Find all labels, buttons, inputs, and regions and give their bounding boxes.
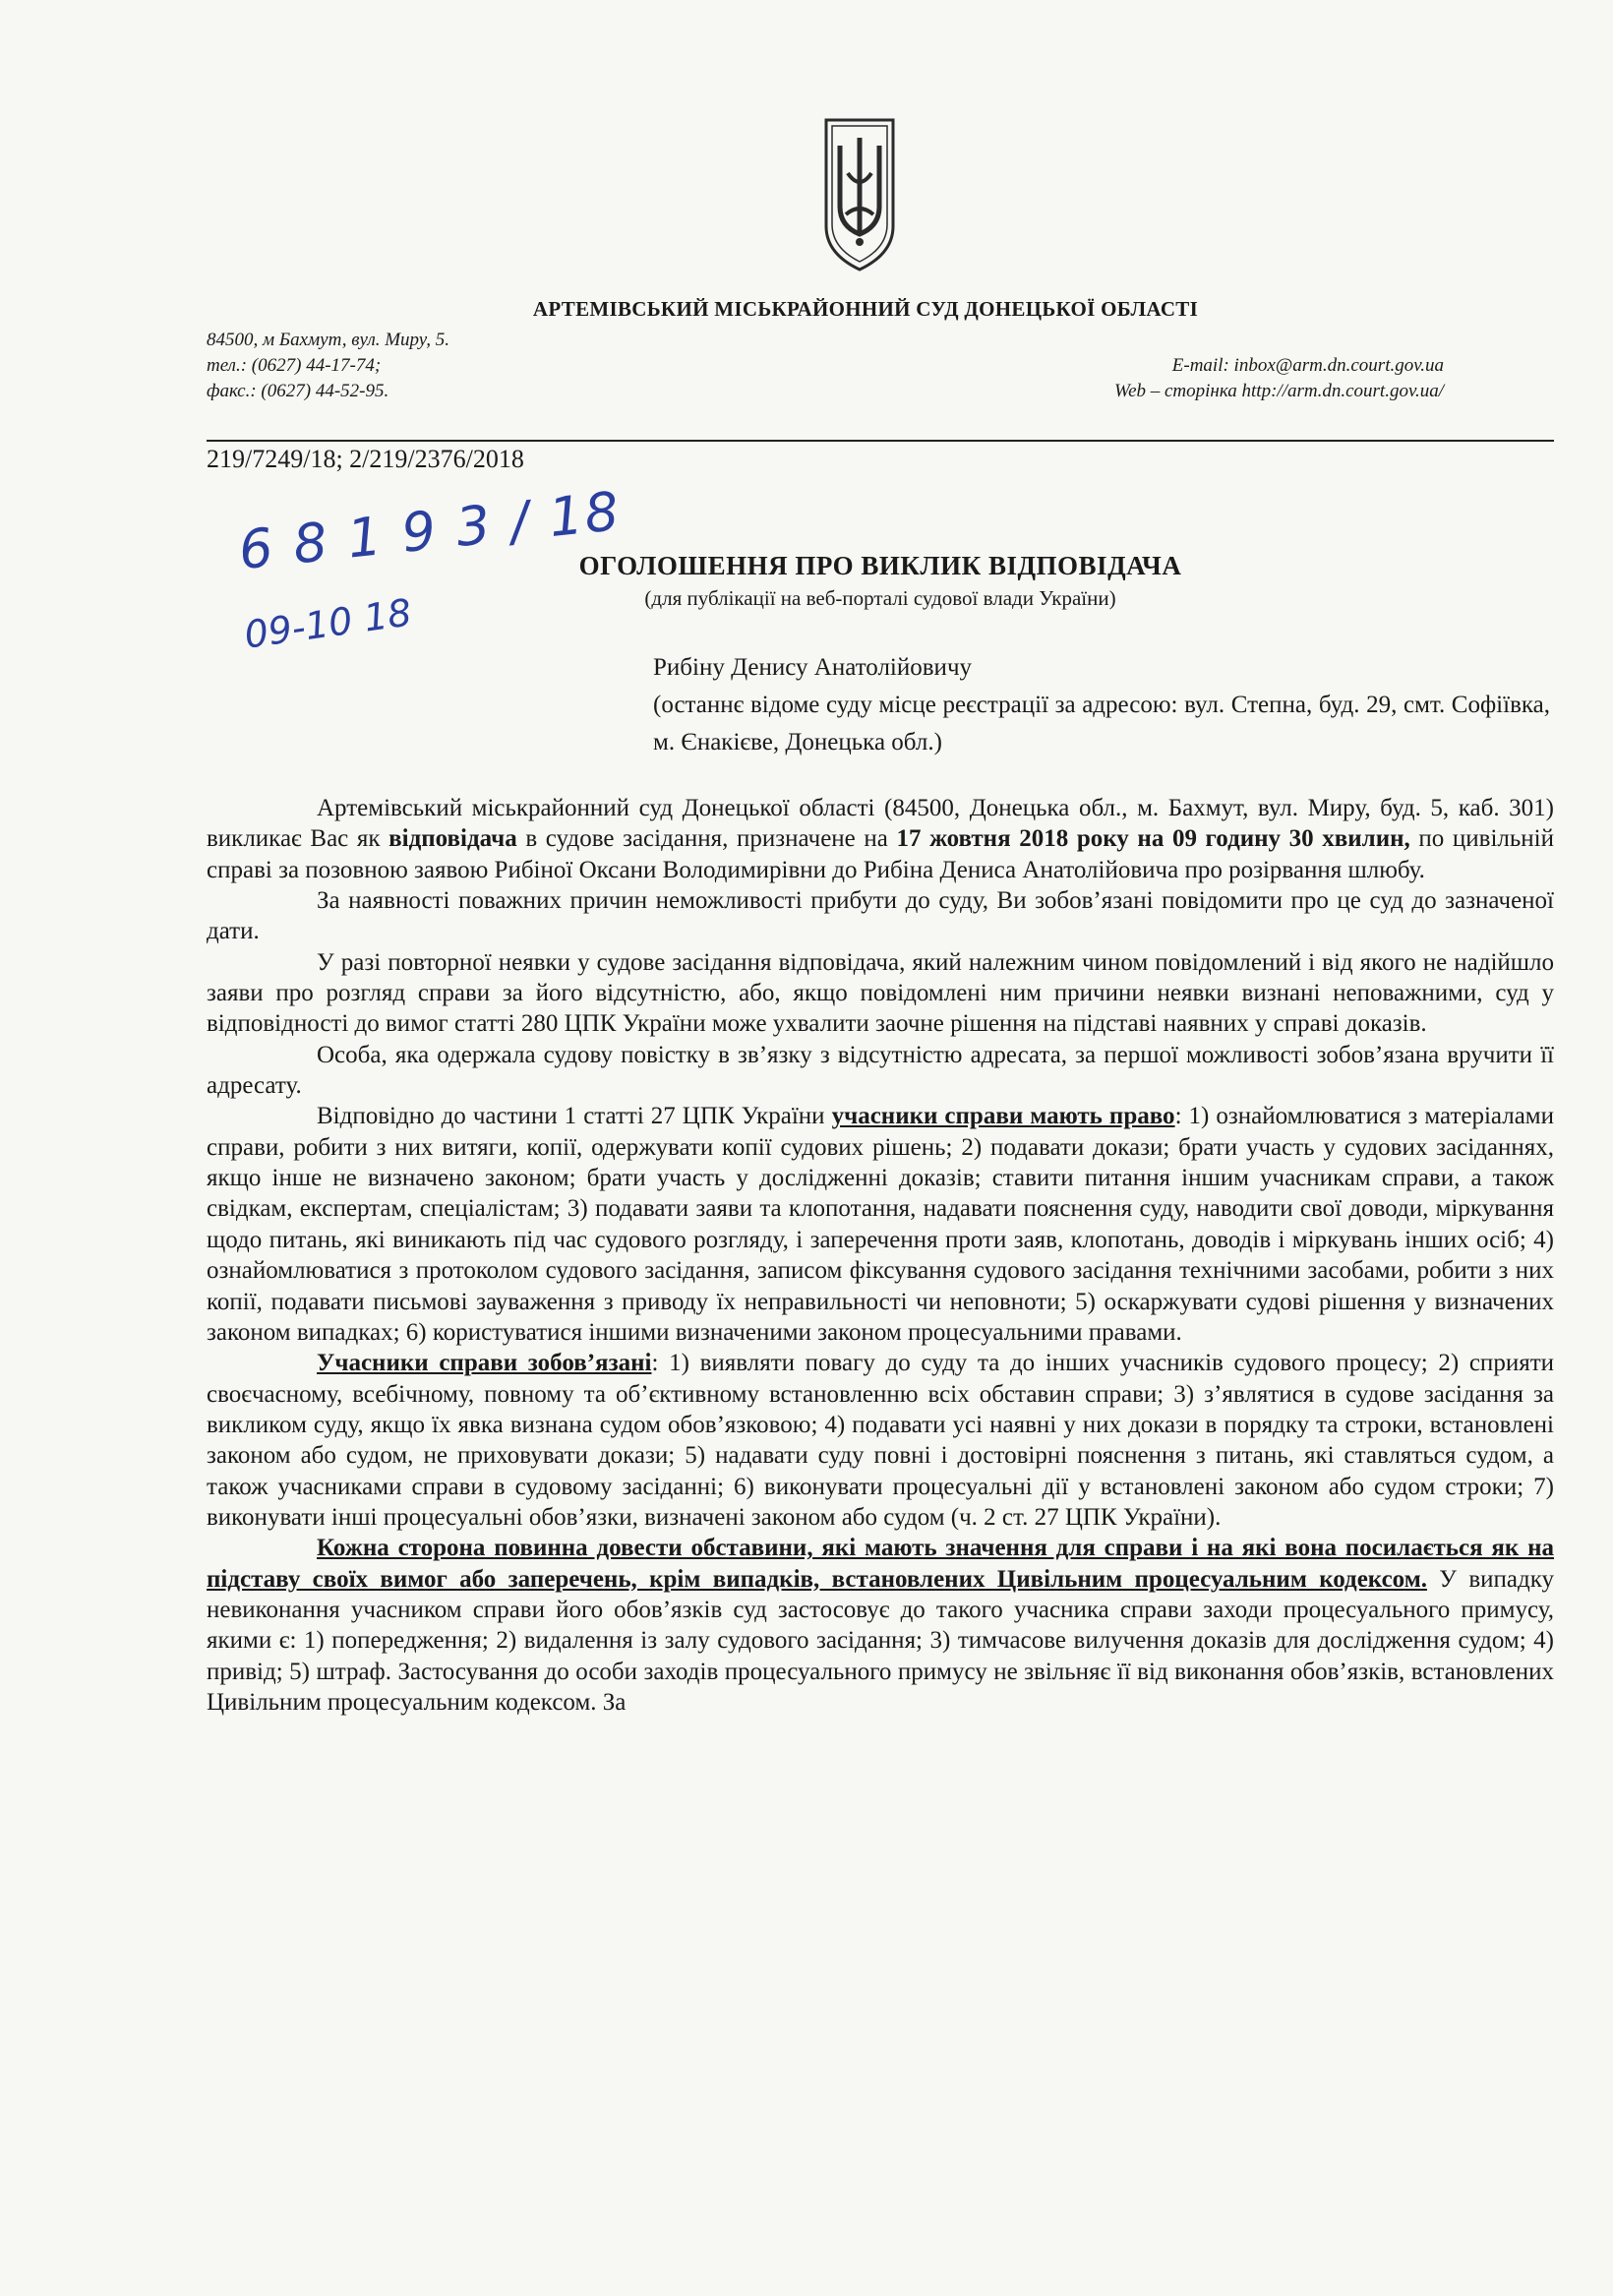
case-number: 219/7249/18; 2/219/2376/2018 <box>207 445 524 473</box>
paragraph-notify: За наявності поважних причин неможливості прибути до суду, Ви зобов’язані повідомити про це суд до зазначеної дати. <box>207 887 1554 945</box>
handwritten-number: 6 8 1 9 3 / 18 <box>235 479 624 582</box>
court-name: АРТЕМІВСЬКИЙ МІСЬКРАЙОННИЙ СУД ДОНЕЦЬКОЇ ОБЛАСТІ <box>532 297 1199 321</box>
document-body <box>207 793 1554 1718</box>
court-website: Web – сторінка http://arm.dn.court.gov.ua/ <box>1113 381 1444 401</box>
paragraph-duties: Учасники справи зобов’язані: 1) виявляти повагу до суду та до інших учасників судового процесу; 2) сприяти своєчасному, всебічному, повному та об’єктивному встановленню всіх обставин справи; 3) з’являтися в судове засідання за викликом суду, якщо їх явка визнана судом обов’язковою; 4) подавати усі наявні у них докази в порядку та строки, встановлені законом або судом, не приховувати докази; 5) надавати суду повні і достовірні пояснення з питань, які ставляться судом, а також учасниками справи в судовому засіданні; 6) виконувати процесуальні дії у встановлені законом або судом строки; 7) виконувати інші процесуальні обов’язки, визначені законом або судом (ч. 2 ст. 27 ЦПК України). <box>207 1350 1554 1531</box>
addressee-name: Рибіну Денису Анатолійовичу <box>653 654 973 681</box>
paragraph-default-judgment: У разі повторної неявки у судове засідання відповідача, який належним чином повідомлений і від якого не надійшло заяви про розгляд справи за його відсутністю, або, якщо повідомлені ним причини неявки визнані неповажними, суд у відповідності до вимог статті 280 ЦПК України може ухвалити заочне рішення на підставі наявних у справі доказів. <box>207 948 1554 1038</box>
addressee-block <box>653 649 1550 761</box>
paragraph-summons: Артемівський міськрайонний суд Донецької області (84500, Донецька обл., м. Бахмут, вул. Миру, буд. 5, каб. 301) викликає Вас як відповідача в судове засідання, призначене на 17 жовтня 2018 року на 09 годину 30 хвилин, по цивільній справі за позовною заявою Рибіної Оксани Володимирівни до Рибіна Дениса Анатолійовича про розірвання шлюбу. <box>207 795 1554 883</box>
paragraph-burden-of-proof: Кожна сторона повинна довести обставини, які мають значення для справи і на які вона посилається як на підставу своїх вимог або заперечень, крім випадків, встановлених Цивільним процесуальним кодексом. У випадку невиконання учасником справи його обов’язків суд застосовує до такого учасника справи заходи процесуального примусу, якими є: 1) попередження; 2) видалення із залу судового засідання; 3) тимчасове вилучення доказів для дослідження судом; 4) привід; 5) штраф. Застосування до особи заходів процесуального примусу не звільняє її від виконання обов’язків, встановлених Цивільним процесуальним кодексом. За <box>207 1535 1554 1716</box>
court-fax: факс.: (0627) 44-52-95. <box>207 381 389 401</box>
document-subtitle: (для публікації на веб-порталі судової влади України) <box>644 586 1116 610</box>
coat-of-arms-icon <box>822 116 897 273</box>
paragraph-rights: Відповідно до частини 1 статті 27 ЦПК України учасники справи мають право: 1) ознайомлюватися з матеріалами справи, робити з них витяги, копії, одержувати копії судових рішень; 2) подавати докази; брати участь у судових засіданнях, якщо інше не визначено законом; брати участь у дослідженні доказів; ставити питання іншим учасникам справи, а також свідкам, експертам, спеціалістам; 3) подавати заяви та клопотання, надавати пояснення суду, наводити свої доводи, міркування щодо питань, які виникають під час судового розгляду, і заперечення проти заяв, клопотань, доводів і міркувань інших осіб; 4) ознайомлюватися з протоколом судового засідання, записом фіксування судового засідання технічними засобами, робити з них копії, подавати письмові зауваження з приводу їх неправильності чи неповноти; 5) оскаржувати судові рішення у визначених законом випадках; 6) користуватися іншими визначеними законом процесуальними правами. <box>207 1103 1554 1346</box>
header-divider <box>207 440 1554 442</box>
document-title: ОГОЛОШЕННЯ ПРО ВИКЛИК ВІДПОВІДАЧА <box>578 551 1182 580</box>
handwritten-date: 09-10 18 <box>241 590 415 657</box>
paragraph-delivery: Особа, яка одержала судову повістку в зв’язку з відсутністю адресата, за першої можливості зобов’язана вручити її адресату. <box>207 1041 1554 1100</box>
addressee-address: (останнє відоме суду місце реєстрації за адресою: вул. Степна, буд. 29, смт. Софіївка, м. Єнакієве, Донецька обл.) <box>653 692 1550 755</box>
court-email: E-mail: inbox@arm.dn.court.gov.ua <box>1171 355 1444 376</box>
court-address: 84500, м Бахмут, вул. Миру, 5. <box>207 330 450 350</box>
court-phone: тел.: (0627) 44-17-74; <box>207 355 382 376</box>
contacts-right <box>1114 353 1444 404</box>
contacts-left <box>207 328 449 404</box>
